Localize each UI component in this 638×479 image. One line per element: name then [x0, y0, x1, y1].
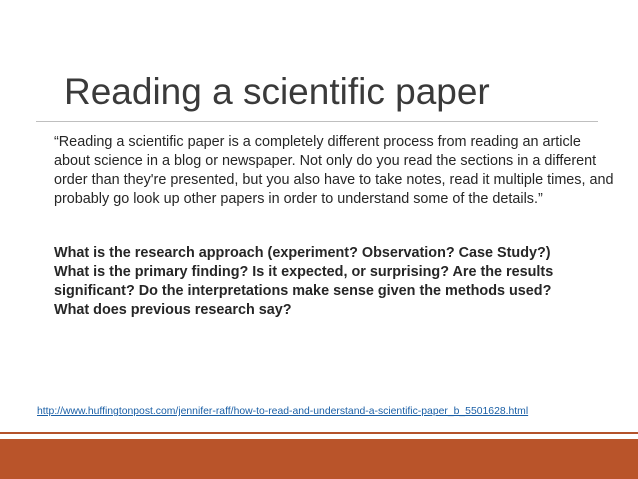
title-divider — [36, 121, 598, 122]
question-research-approach: What is the research approach (experiment? Observation? Case Study?) — [54, 245, 551, 261]
question-primary-finding: What is the primary finding? Is it expected, or surprising? Are the results significant? Do the interpretations make sense given the methods used? — [54, 264, 554, 299]
slide-title: Reading a scientific paper — [64, 71, 490, 112]
footer-bar — [0, 439, 638, 479]
questions-block — [54, 244, 614, 320]
quote-text: “Reading a scientific paper is a completely different process from reading an article about science in a blog or newspaper. Not only do you read the sections in a different order than they're presented, but you also have to take notes, read it multiple times, and probably go look up other papers in order to understand some of the details.” — [54, 134, 614, 207]
footer-divider — [0, 432, 638, 434]
source-link[interactable]: http://www.huffingtonpost.com/jennifer-raff/how-to-read-and-understand-a-scientific-paper_b_5501628.html — [37, 406, 529, 417]
question-previous-research: What does previous research say? — [54, 302, 292, 318]
